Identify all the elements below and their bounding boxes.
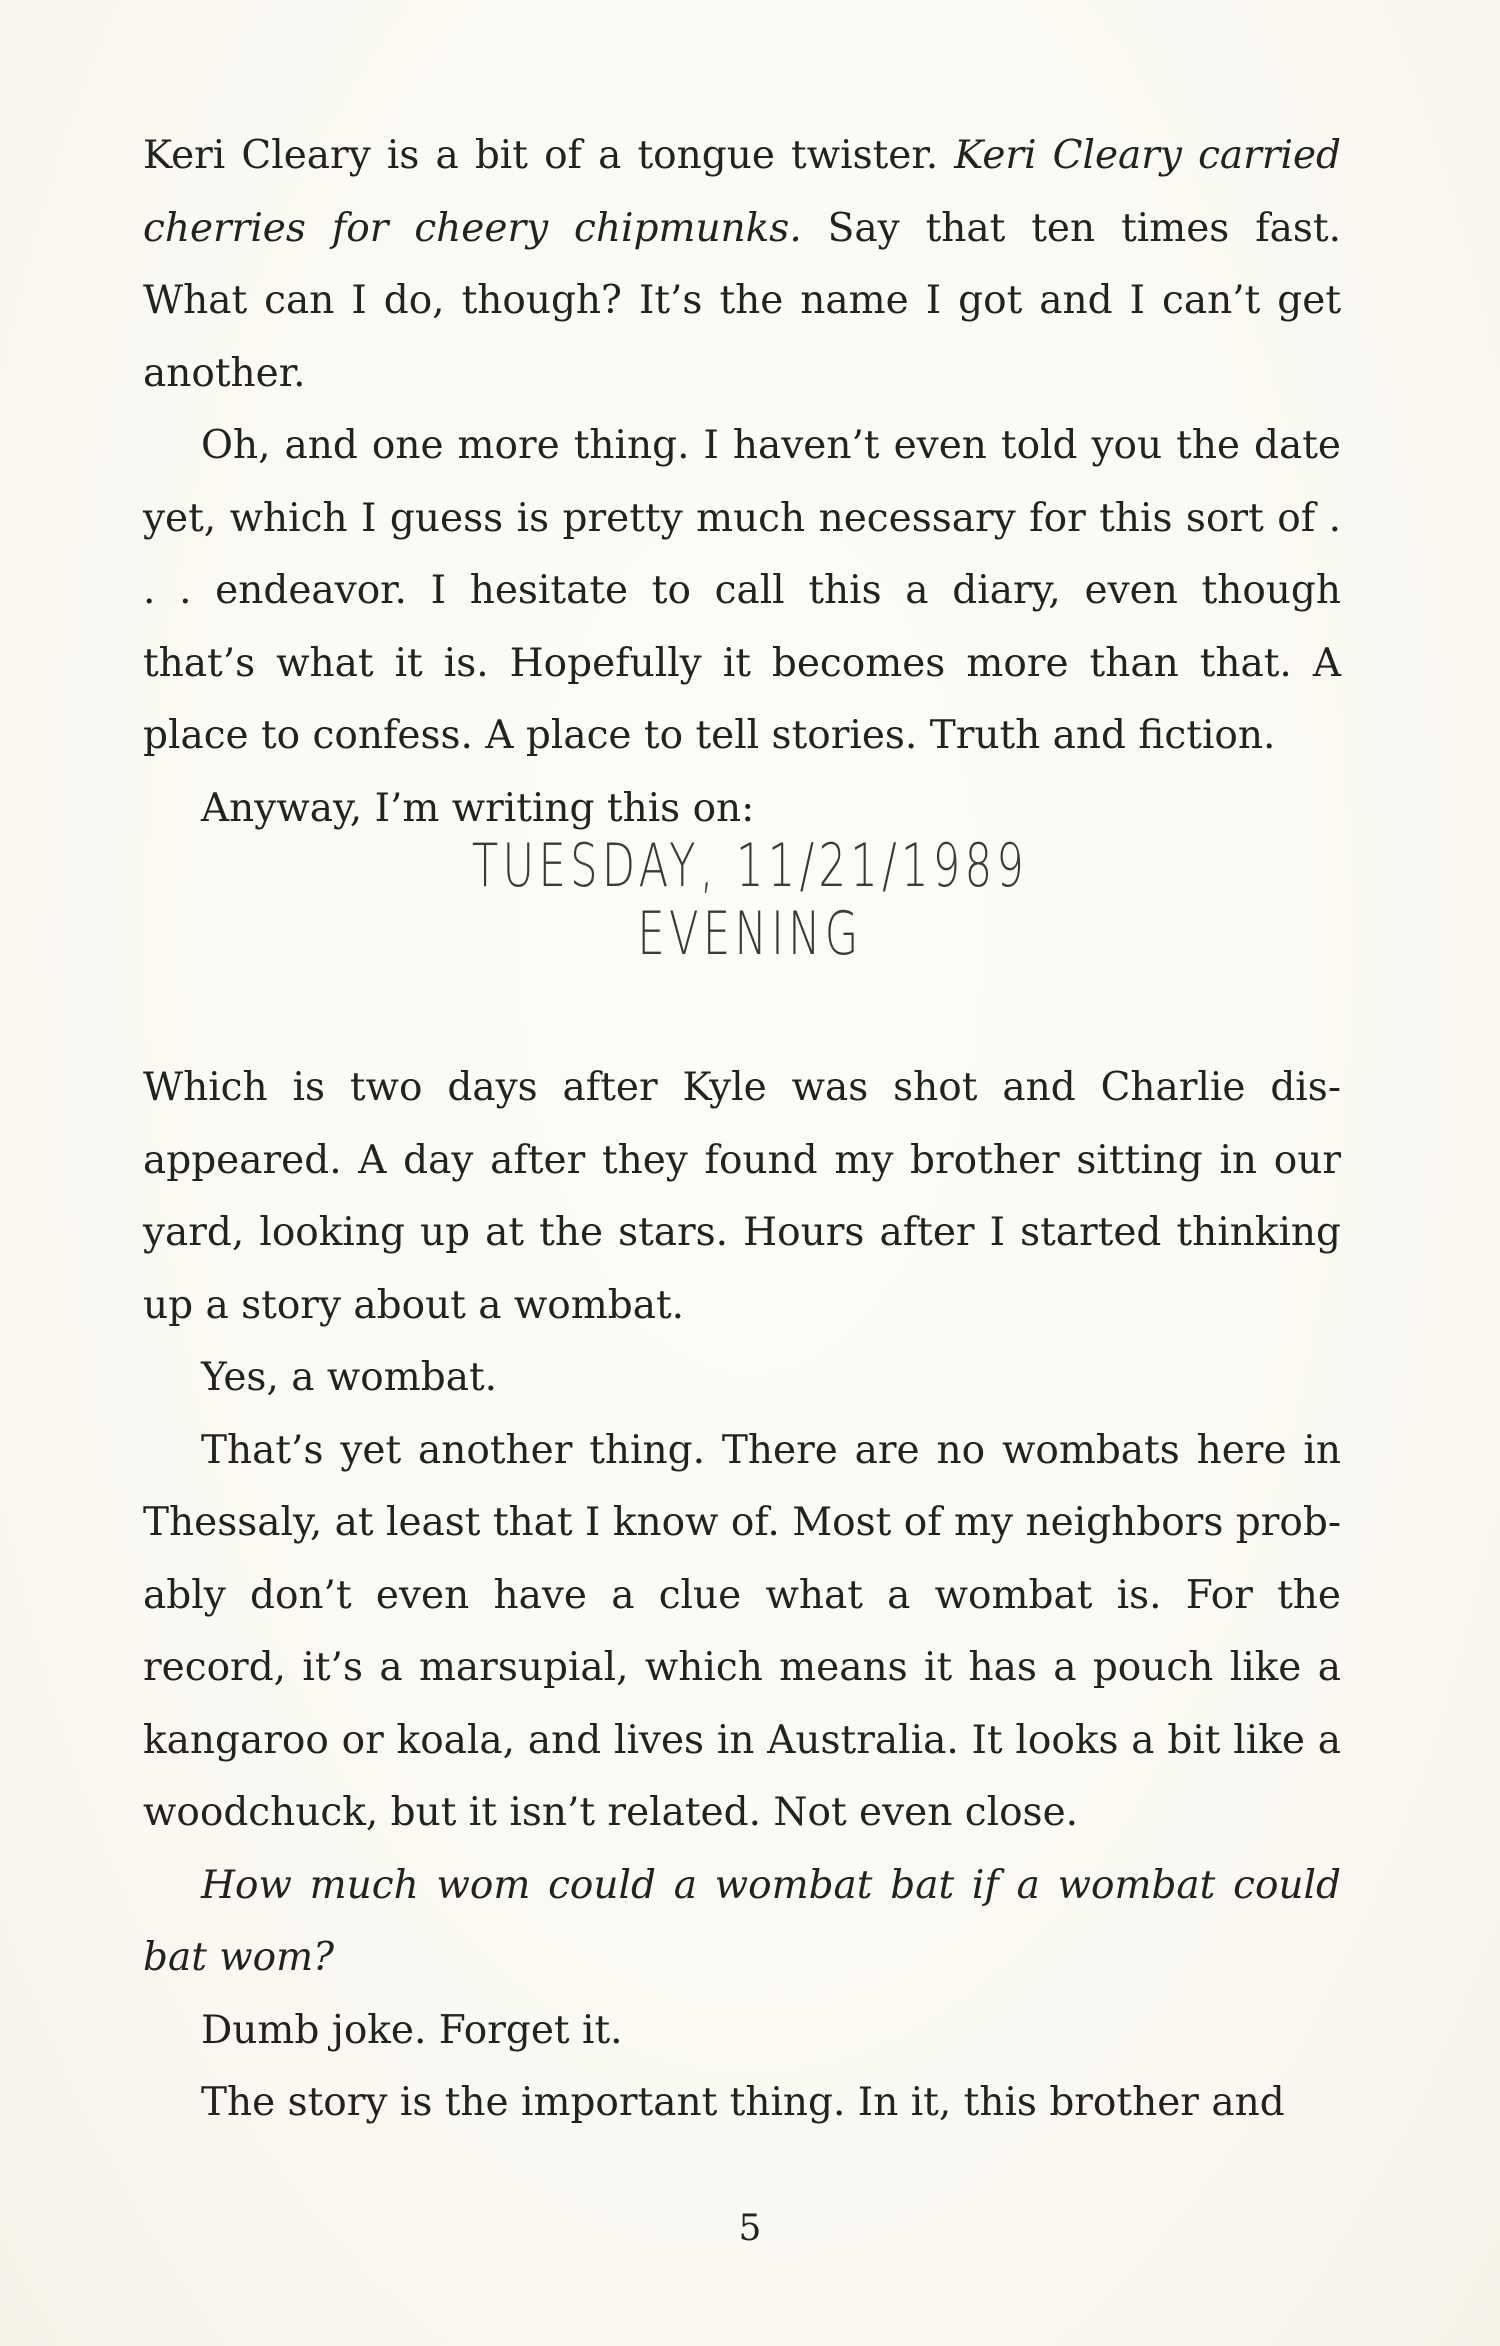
text-block-top <box>143 120 1341 845</box>
paragraph-wombat-facts: That’s yet another thing. There are no wombats here in Thessaly, at least that I know of. Most of my neighbors probably don’t even have a clue what a wombat is. For the record, it’s a marsupial, which means it has a pouch like a kangaroo or koala, and lives in Australia. It looks a bit like a woodchuck, but it isn’t related. Not even close. <box>143 1427 1341 1835</box>
page-number: 5 <box>738 2208 762 2249</box>
paragraph-text: Keri Cleary is a bit of a tongue twister. <box>143 133 955 178</box>
paragraph-wombat-joke <box>143 1850 1341 1995</box>
paragraph-tongue-twister <box>143 120 1341 410</box>
italic-wombat-joke: How much wom could a wombat bat if a wombat could bat wom? <box>143 1862 1341 1980</box>
paragraph-story-important: The story is the important thing. In it, this brother and <box>201 2080 1285 2125</box>
paragraph-writing-on: Anyway, I’m writing this on: <box>201 785 755 831</box>
paragraph-yes-wombat: Yes, a wombat. <box>201 1355 498 1400</box>
text-block-bottom <box>143 1052 1341 2140</box>
paragraph-date-intro: Oh, and one more thing. I haven’t even told you the date yet, which I guess is pretty much necessary for this sort of . . . endeavor. I hesitate to call this a diary, even though that’s what it is. Hopefully it becomes more than that. A place to confess. A place to tell stories. Truth and fiction. <box>143 423 1341 758</box>
italic-tongue-twister: Keri Cleary carried cherries for cheery chipmunks. <box>143 133 1341 251</box>
time-heading: EVENING <box>637 899 863 969</box>
date-heading: TUESDAY, 11/21/1989 <box>471 831 1029 901</box>
paragraph-dumb-joke: Dumb joke. Forget it. <box>201 2007 623 2053</box>
paragraph-text: Say that ten times fast. What can I do, though? It’s the name I got and I can’t get another. <box>143 205 1342 396</box>
paragraph-two-days-after: Which is two days after Kyle was shot and Charlie disappeared. A day after they found my brother sitting in our yard, looking up at the stars. Hours after I started thinking up a story about a wombat. <box>143 1065 1341 1328</box>
